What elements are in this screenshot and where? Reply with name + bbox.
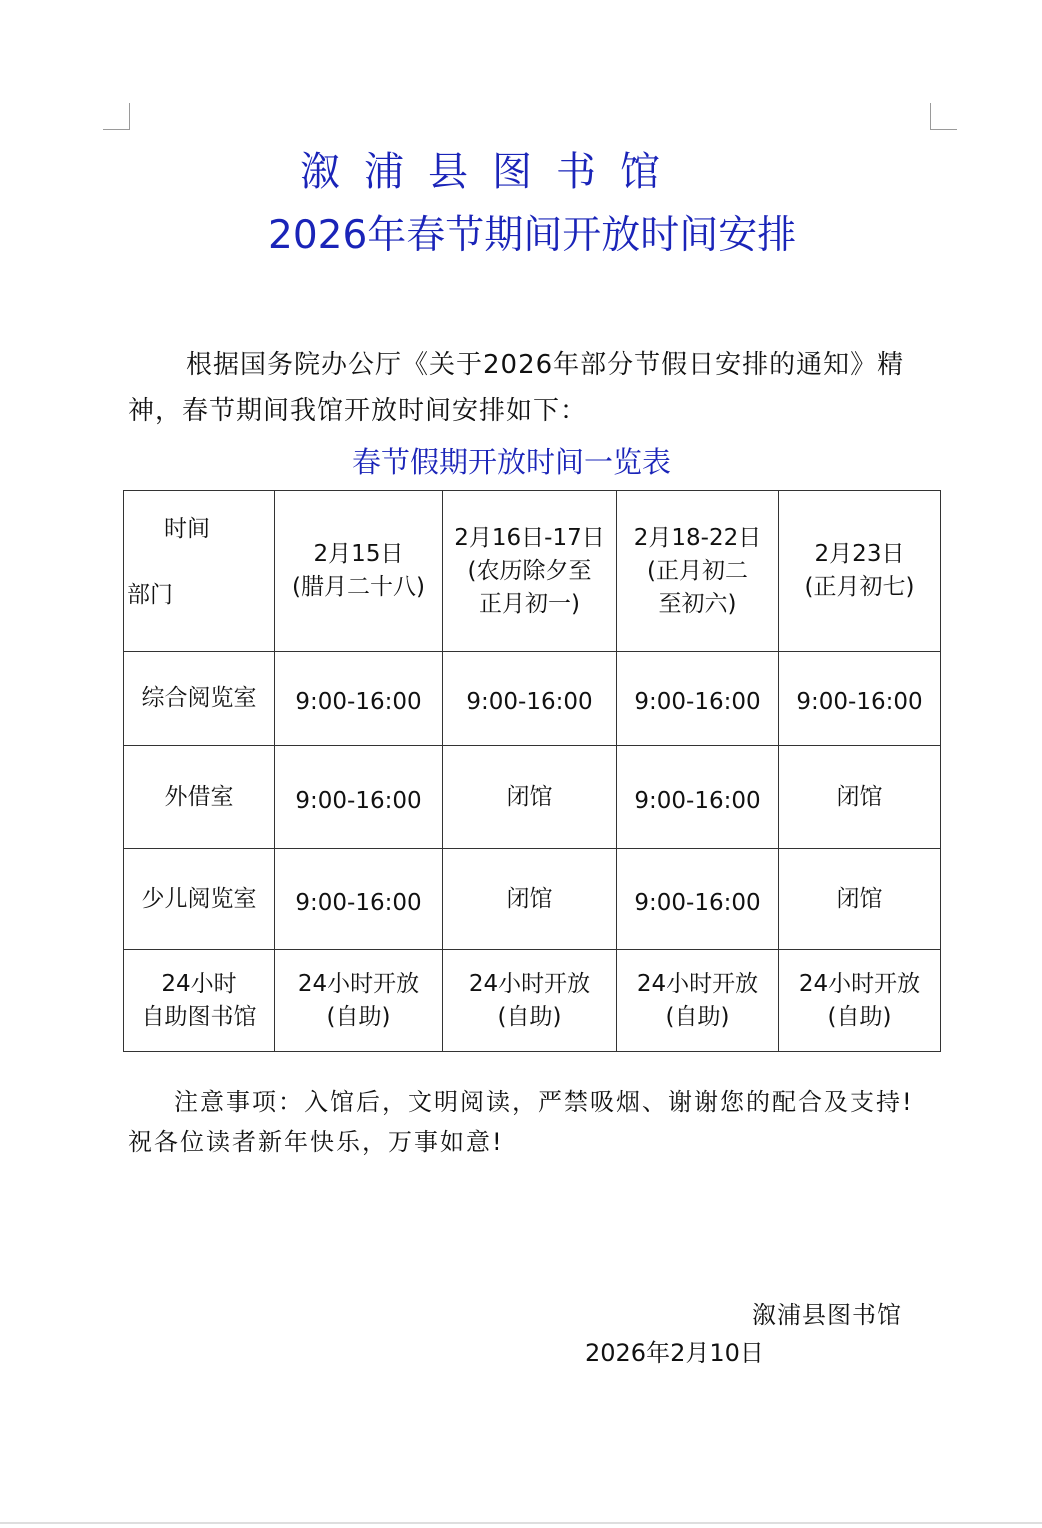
column-header-feb15 <box>275 491 443 652</box>
hours-cell: 9:00-16:00 <box>617 746 779 849</box>
column-header-lunar: (正月初七) <box>804 574 915 600</box>
hours-cell: 9:00-16:00 <box>275 849 443 950</box>
hours-label: 24小时开放 <box>468 970 591 997</box>
crop-mark-top-right <box>930 103 957 130</box>
hours-cell: 9:00-16:00 <box>275 746 443 849</box>
hours-note: (自助) <box>827 1003 892 1030</box>
hours-cell: 闭馆 <box>779 849 941 950</box>
column-header-date: 2月15日 <box>313 541 404 567</box>
hours-cell: 9:00-16:00 <box>779 652 941 746</box>
hours-label: 24小时开放 <box>297 970 420 997</box>
column-header-date: 2月16日-17日 <box>454 524 605 551</box>
hours-cell <box>617 950 779 1052</box>
hours-cell: 9:00-16:00 <box>617 652 779 746</box>
column-header-lunar: (腊月二十八) <box>292 574 425 600</box>
hours-cell: 闭馆 <box>443 746 617 849</box>
document-title-main: 2026年春节期间开放时间安排 <box>268 213 797 258</box>
hours-cell: 闭馆 <box>443 849 617 950</box>
column-header-feb23 <box>779 491 941 652</box>
crop-mark-top-left <box>103 103 130 130</box>
corner-time-label: 时间 <box>164 516 210 542</box>
document-title-org: 溆浦县图书馆 <box>300 149 684 195</box>
hours-cell <box>779 950 941 1052</box>
column-header-date: 2月23日 <box>814 541 905 567</box>
column-header-feb18-22 <box>617 491 779 652</box>
hours-cell <box>275 950 443 1052</box>
hours-note: (自助) <box>326 1003 391 1030</box>
signature-organization: 溆浦县图书馆 <box>752 1301 902 1329</box>
dept-cell: 综合阅览室 <box>124 652 275 746</box>
dept-label-line2: 自助图书馆 <box>141 1003 257 1030</box>
table-row-self-service <box>124 950 941 1052</box>
dept-cell: 外借室 <box>124 746 275 849</box>
schedule-table <box>123 490 941 1052</box>
column-header-lunar: (农历除夕至 <box>467 557 592 584</box>
hours-cell: 9:00-16:00 <box>443 652 617 746</box>
signature-date: 2026年2月10日 <box>585 1339 764 1367</box>
column-header-lunar-cont: 至初六) <box>658 590 737 617</box>
table-row-reading-room <box>124 652 941 746</box>
intro-paragraph: 根据国务院办公厅《关于2026年部分节假日安排的通知》精神，春节期间我馆开放时间安排如下： <box>128 350 905 426</box>
corner-dept-label: 部门 <box>127 582 173 608</box>
hours-label: 24小时开放 <box>636 970 759 997</box>
table-caption: 春节假期开放时间一览表 <box>352 445 672 479</box>
table-row-children-room <box>124 849 941 950</box>
column-header-date: 2月18-22日 <box>633 524 762 551</box>
hours-note: (自助) <box>665 1003 730 1030</box>
table-header-row <box>124 491 941 652</box>
notes-paragraph: 注意事项：入馆后，文明阅读，严禁吸烟、谢谢您的配合及支持!祝各位读者新年快乐，万事如意! <box>128 1088 914 1156</box>
hours-cell: 闭馆 <box>779 746 941 849</box>
hours-label: 24小时开放 <box>798 970 921 997</box>
column-header-lunar: (正月初二 <box>647 557 748 584</box>
column-header-lunar-cont: 正月初一) <box>479 590 580 617</box>
corner-header-cell <box>124 491 275 652</box>
hours-cell: 9:00-16:00 <box>617 849 779 950</box>
hours-cell <box>443 950 617 1052</box>
table-row-lending-room <box>124 746 941 849</box>
page-bottom-divider <box>0 1522 1042 1524</box>
column-header-feb16-17 <box>443 491 617 652</box>
dept-label-line1: 24小时 <box>161 970 237 997</box>
dept-cell <box>124 950 275 1052</box>
hours-note: (自助) <box>497 1003 562 1030</box>
hours-cell: 9:00-16:00 <box>275 652 443 746</box>
dept-cell: 少儿阅览室 <box>124 849 275 950</box>
